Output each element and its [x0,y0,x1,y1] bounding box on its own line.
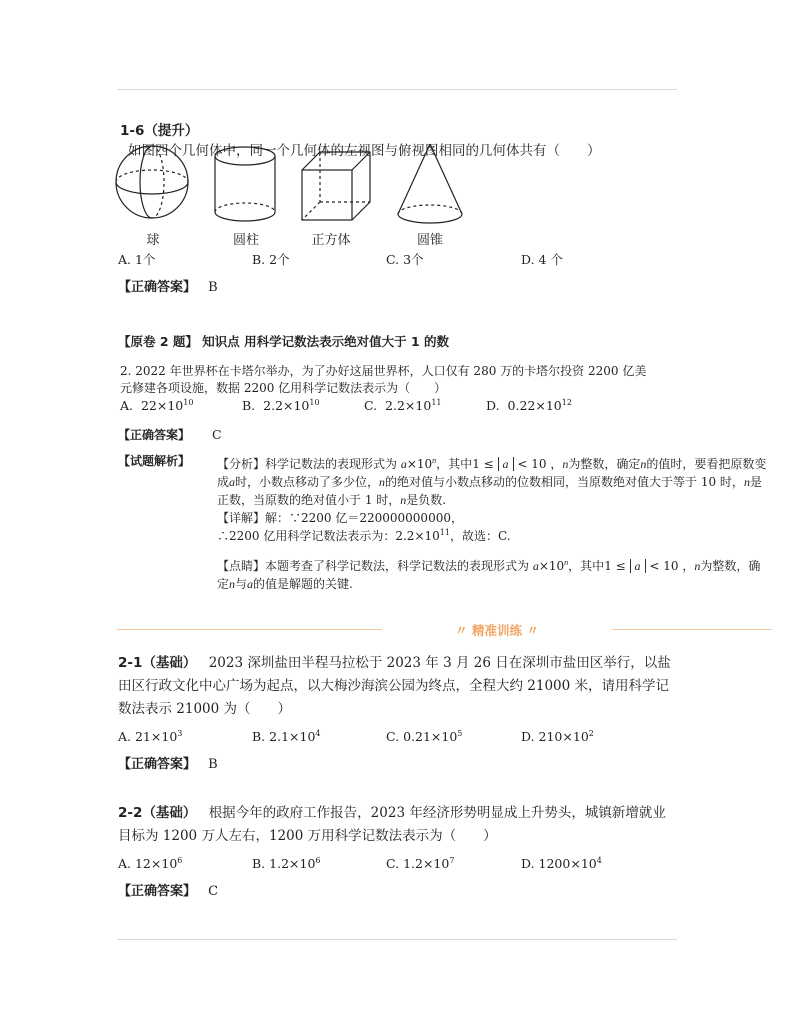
q2-2-option-a: A. $12\times 10^6$ [118,856,183,871]
question-text: 根据今年的政府工作报告，2023 年经济形势明显成上升势头，城镇新增就业目标为 1200 万人左右，1200 万用科学记数法表示为（ ） [118,805,666,844]
answer-1-6 [118,276,218,295]
banner-line-left [117,629,382,630]
question-text: 2023 深圳盐田半程马拉松于 2023 年 3 月 26 日在深圳市盐田区举行，以盐田区行政文化中心广场为起点，以大梅沙海滨公园为终点，全程大约 21000 米，请用科学记数法表示 21000 为（ ） [118,655,671,717]
top-divider [117,89,677,90]
cube-figure [302,152,370,220]
question-number: 2-2（基础） [118,805,197,821]
answer-2-2 [118,880,218,899]
original-question-header [118,332,449,350]
answer-label: 【正确答案】 [118,428,191,442]
answer-2-1 [118,753,218,772]
figure-label-sphere: 球 [146,233,160,248]
answer-value: C [208,884,219,899]
section-banner [117,621,772,637]
question-text: 如图四个几何体中，同一个几何体的左视图与俯视图相同的几何体共有（ ） [128,143,601,159]
q2-1-option-b: B. $2.1\times 10^4$ [252,729,321,744]
q2-2-option-c: C. $1.2\times 10^7$ [386,856,455,871]
figure-label-cylinder: 圆柱 [232,233,259,248]
sphere-figure [116,146,188,218]
orig-option-d: D. $0.22\times 10^{12}$ [486,398,572,413]
q2-1-option-c: C. $0.21\times 10^5$ [386,729,463,744]
answer-value: C [212,427,222,442]
option-d: D. 4 个 [521,252,563,267]
q2-1-option-a: A. $21\times 10^3$ [118,729,183,744]
orig-option-b: B. $2.2\times 10^{10}$ [242,398,320,413]
analysis-detail: 【详解】解：∵2200 亿＝220000000000， [217,511,463,525]
answer-value: B [208,280,218,295]
question-2-1 [118,652,678,721]
option-c: C. 3个 [386,252,424,267]
banner-line-right [612,629,772,630]
original-header-prefix: 【原卷 2 题】 知识点 [118,334,245,349]
q2-1-option-d: D. $210\times 10^2$ [521,729,594,744]
original-answer [118,426,222,443]
cylinder-figure [215,147,275,221]
figure-label-cube: 正方体 [311,233,351,248]
analysis-body [217,455,767,593]
question-2-2 [118,802,678,848]
analysis-therefore: ∴2200 亿用科学记数法表示为：$2.2\times 10^{11}$，故选：C. [217,528,511,543]
orig-option-a: A. $22\times 10^{10}$ [120,398,194,413]
option-b: B. 2个 [252,252,290,267]
cone-figure [398,144,462,223]
knowledge-point: 用科学记数法表示绝对值大于 1 的数 [244,334,450,349]
option-a: A. 1个 [118,252,156,267]
answer-label: 【正确答案】 [118,280,197,295]
answer-label: 【正确答案】 [118,884,197,899]
analysis-note: 【点睛】本题考查了科学记数法，科学记数法的表现形式为 $a\times 10^n$，其中1 ≤ a < 10 ，n为整数，确定n与a的值是解题的关键. [217,558,761,591]
orig-option-c: C. $2.2\times 10^{11}$ [364,398,442,413]
original-question-text: 2. 2022 年世界杯在卡塔尔举办，为了办好这届世界杯，人口仅有 280 万的卡塔尔投资 2200 亿美元修建各项设施，数据 2200 亿用科学记数法表示为（ ） [120,364,647,395]
analysis-label: 【试题解析】 [118,454,191,468]
bottom-divider [117,939,677,940]
q2-2-option-d: D. $1200\times 10^4$ [521,856,602,871]
q2-2-option-b: B. $1.2\times 10^6$ [252,856,321,871]
answer-label: 【正确答案】 [118,757,197,772]
analysis-paragraph: 【分析】科学记数法的表现形式为 $a\times 10^n$，其中1 ≤ a < 10 ，n为整数，确定n的值时，要看把原数变成a时，小数点移动了多少位，n的绝对值与小数点移动的位数相同，当原数绝对值大于等于 10 时，n是正数，当原数的绝对值小于 1 时，n是负数. [217,456,767,507]
banner-title: 〃 精准训练 〃 [455,623,539,638]
answer-value: B [208,757,218,772]
figure-label-cone: 圆锥 [416,233,443,248]
question-number: 2-1（基础） [118,655,197,671]
geometry-figures [110,140,490,230]
question-number: 1-6（提升） [120,123,199,139]
